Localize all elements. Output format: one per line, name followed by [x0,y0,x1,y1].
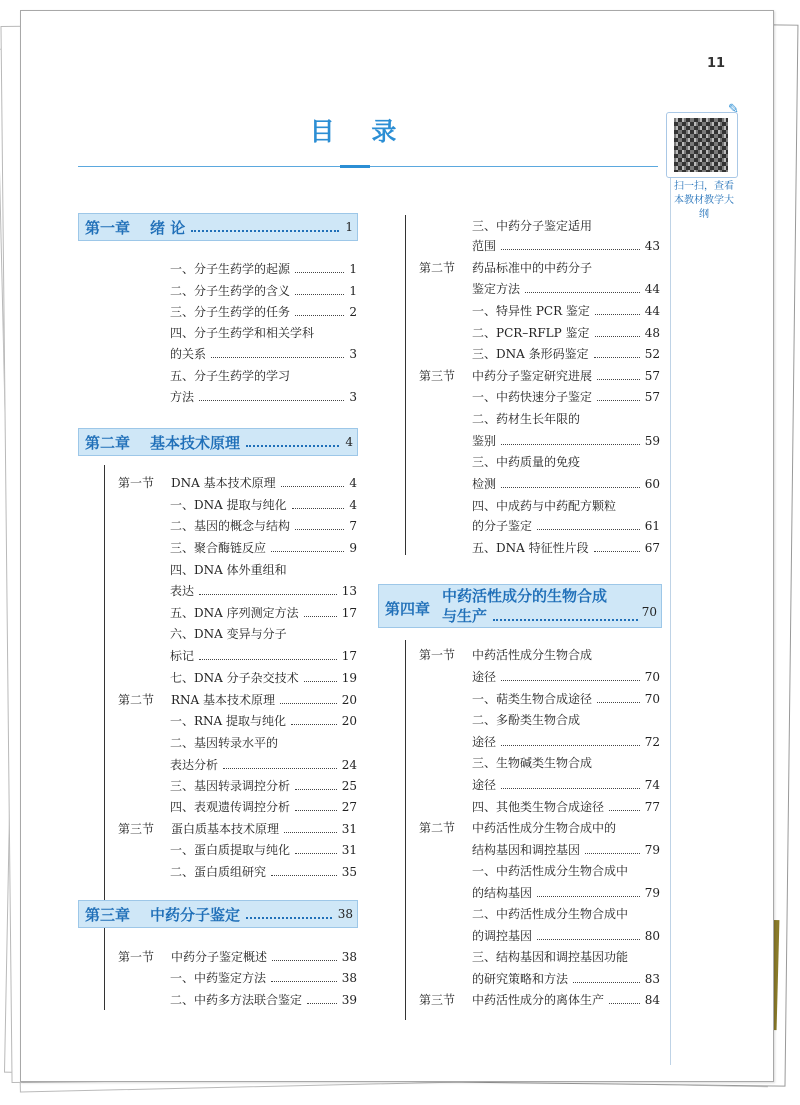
entry-text: 二、中药活性成分生物合成中 [472,907,629,921]
entry-text: 标记 [170,649,195,663]
dot-leader [292,508,345,509]
page-ref: 25 [341,779,357,793]
dot-leader [281,486,345,487]
section-entry[interactable] [419,818,660,838]
toc-entry-continued[interactable] [472,732,660,752]
dot-leader [501,487,640,488]
entry-text: 一、特异性 PCR 鉴定 [472,304,590,318]
entry-text: 二、中药多方法联合鉴定 [170,993,303,1007]
entry-text: 五、DNA 序列测定方法 [170,606,299,620]
entry-text: 表达 [170,584,195,598]
chapter-number: 第三章 [85,905,131,924]
entry-text: 一、分子生药学的起源 [170,262,291,276]
entry-text: 方法 [170,390,195,404]
page-ref: 84 [644,993,660,1007]
chapter-title-text: 中药活性成分的生物合成 [442,587,608,605]
page-ref: 79 [644,843,660,857]
dot-leader [493,619,638,621]
page-ref: 83 [644,972,660,986]
page-ref: 77 [644,800,660,814]
chapter-title: 中药分子鉴定 [150,905,241,924]
page-ref: 31 [341,822,357,836]
toc-entry-continued[interactable] [472,775,660,795]
toc-entry[interactable] [472,861,660,881]
page-ref: 19 [341,671,357,685]
chapter-heading[interactable] [78,428,358,456]
dot-leader [295,294,344,295]
toc-entry[interactable] [170,366,357,386]
chapter-number: 第二章 [85,433,131,452]
toc-entry[interactable] [170,302,357,322]
dot-leader [223,768,337,769]
entry-text: 蛋白质基本技术原理 [171,822,280,836]
toc-entry-continued[interactable] [170,646,357,666]
entry-text: 一、RNA 提取与纯化 [170,714,287,728]
chapter-title: 绪 论 [150,218,186,237]
page-ref: 44 [644,282,660,296]
toc-entry[interactable] [170,281,357,301]
entry-text: 二、蛋白质组研究 [170,865,267,879]
toc-entry[interactable] [170,624,357,644]
chapter-heading[interactable] [378,584,662,628]
entry-text: RNA 基本技术原理 [171,693,276,707]
page-ref: 70 [641,605,657,619]
toc-entry[interactable] [472,947,660,967]
dot-leader [295,529,344,530]
dot-leader [597,379,640,380]
page-ref: 60 [644,477,660,491]
page-ref: 70 [644,670,660,684]
toc-entry[interactable] [170,323,357,343]
entry-text: 三、中药分子鉴定适用 [472,219,593,233]
dot-leader [594,551,640,552]
toc-entry[interactable] [472,797,660,817]
toc-entry-continued[interactable] [472,667,660,687]
entry-text: 一、中药快速分子鉴定 [472,390,593,404]
margin-divider [670,130,671,1065]
section-entry[interactable] [419,258,660,278]
page-ref: 38 [341,950,357,964]
chapter-heading[interactable] [78,900,358,928]
entry-text: 三、结构基因和调控基因功能 [472,950,629,964]
page-ref: 31 [341,843,357,857]
entry-text: 一、蛋白质提取与纯化 [170,843,291,857]
page-ref: 48 [644,326,660,340]
dot-leader [295,315,344,316]
toc-entry[interactable] [472,216,660,236]
page-ref: 17 [341,649,357,663]
section-number: 第一节 [118,950,155,964]
dot-leader [537,529,640,530]
toc-entry-continued[interactable] [472,969,660,989]
page-ref: 38 [341,971,357,985]
toc-entry-continued[interactable] [472,236,660,256]
page-ref: 44 [644,304,660,318]
page-ref: 27 [341,800,357,814]
chapter-title-text: 与生产 [442,607,488,625]
section-entry[interactable] [118,473,357,493]
page-ref: 39 [341,993,357,1007]
toc-entry[interactable] [170,840,357,860]
dot-leader [501,444,640,445]
entry-text: 检测 [472,477,497,491]
dot-leader [537,896,640,897]
toc-entry[interactable] [472,301,660,321]
page-ref: 57 [644,390,660,404]
toc-entry[interactable] [170,560,357,580]
section-entry[interactable] [419,366,660,386]
column-rule [104,465,105,1010]
page-ref: 57 [644,369,660,383]
entry-text: 途径 [472,670,497,684]
entry-text: 的结构基因 [472,886,533,900]
dot-leader [295,810,337,811]
dot-leader [573,982,640,983]
entry-text: 三、分子生药学的任务 [170,305,291,319]
toc-entry[interactable] [472,689,660,709]
toc-entry[interactable] [472,387,660,407]
entry-text: 途径 [472,778,497,792]
dot-leader [501,680,640,681]
page-ref: 20 [341,693,357,707]
page-ref: 3 [349,347,357,361]
toc-entry[interactable] [170,968,357,988]
page-ref: 1 [349,284,357,298]
page-ref: 80 [644,929,660,943]
toc-entry[interactable] [472,452,660,472]
entry-text: 鉴别 [472,434,497,448]
section-entry[interactable] [118,819,357,839]
toc-entry-continued[interactable] [472,926,660,946]
dot-leader [304,616,337,617]
page-ref: 38 [337,907,353,921]
toc-entry[interactable] [472,538,660,558]
section-number: 第三节 [419,369,456,383]
dot-leader [191,230,339,232]
dot-leader [525,292,640,293]
dot-leader [501,788,640,789]
toc-entry[interactable] [472,323,660,343]
dot-leader [284,832,337,833]
dot-leader [271,875,337,876]
column-rule [405,215,406,555]
title-accent [340,165,370,168]
chapter-title-line [442,606,642,626]
dot-leader [585,853,640,854]
entry-text: 三、生物碱类生物合成 [472,756,593,770]
entry-text: 六、DNA 变异与分子 [170,627,287,641]
page-ref: 67 [644,541,660,555]
entry-text: 三、DNA 条形码鉴定 [472,347,589,361]
toc-entry[interactable] [472,344,660,364]
page-ref: 70 [644,692,660,706]
column-rule [405,640,406,1020]
page-ref: 74 [644,778,660,792]
toc-entry[interactable] [170,495,357,515]
dot-leader [597,400,640,401]
page-ref: 4 [345,435,353,449]
entry-text: 二、PCR–RFLP 鉴定 [472,326,590,340]
toc-entry[interactable] [170,733,357,753]
entry-text: 二、基因转录水平的 [170,736,279,750]
chapter-title-line [442,586,642,606]
chapter-title: 基本技术原理 [150,433,241,452]
entry-text: 二、多酚类生物合成 [472,713,581,727]
page-number: 11 [707,56,726,71]
toc-entry[interactable] [472,496,660,516]
toc-entry[interactable] [472,710,660,730]
entry-text: 二、药材生长年限的 [472,412,581,426]
page-ref: 1 [345,220,353,234]
dot-leader [597,702,640,703]
toc-entry[interactable] [170,668,357,688]
dot-leader [595,336,640,337]
section-entry[interactable] [419,645,660,665]
page-ref: 43 [644,239,660,253]
page-ref: 79 [644,886,660,900]
entry-text: 药品标准中的中药分子 [472,261,593,275]
entry-text: 一、中药鉴定方法 [170,971,267,985]
toc-entry[interactable] [170,538,357,558]
toc-entry[interactable] [170,862,357,882]
page-ref: 61 [644,519,660,533]
entry-text: 四、DNA 体外重组和 [170,563,287,577]
toc-entry[interactable] [472,753,660,773]
pencil-icon: ✎ [728,102,739,117]
entry-text: 的关系 [170,347,207,361]
page-ref: 13 [341,584,357,598]
section-number: 第一节 [118,476,155,490]
dot-leader [609,1003,640,1004]
section-number: 第三节 [419,993,456,1007]
toc-entry[interactable] [170,990,357,1010]
dot-leader [594,357,640,358]
dot-leader [609,810,640,811]
toc-entry[interactable] [170,603,357,623]
entry-text: 中药分子鉴定研究进展 [472,369,593,383]
entry-text: 一、DNA 提取与纯化 [170,498,287,512]
toc-entry-continued[interactable] [170,581,357,601]
entry-text: 范围 [472,239,497,253]
chapter-heading[interactable] [78,213,358,241]
entry-text: 途径 [472,735,497,749]
page-ref: 72 [644,735,660,749]
dot-leader [246,917,332,919]
toc-entry-continued[interactable] [472,516,660,536]
toc-entry-continued[interactable] [472,883,660,903]
dot-leader [199,594,337,595]
entry-text: 的分子鉴定 [472,519,533,533]
toc-entry[interactable] [170,711,357,731]
toc-entry-continued[interactable] [472,279,660,299]
entry-text: 四、分子生药学和相关学科 [170,326,315,340]
entry-text: 的研究策略和方法 [472,972,569,986]
entry-text: 四、表观遗传调控分析 [170,800,291,814]
dot-leader [295,789,337,790]
toc-entry[interactable] [472,904,660,924]
entry-text: 结构基因和调控基因 [472,843,581,857]
dot-leader [304,681,337,682]
page-ref: 9 [349,541,357,555]
dot-leader [537,939,640,940]
entry-text: 五、分子生药学的学习 [170,369,291,383]
entry-text: DNA 基本技术原理 [171,476,276,490]
page-ref: 17 [341,606,357,620]
chapter-title [442,586,642,626]
entry-text: 三、中药质量的免疫 [472,455,581,469]
entry-text: 五、DNA 特征性片段 [472,541,589,555]
entry-text: 中药活性成分生物合成 [472,648,593,662]
entry-text: 鉴定方法 [472,282,521,296]
page-ref: 20 [341,714,357,728]
dot-leader [595,314,640,315]
toc-entry-continued[interactable] [472,840,660,860]
chapter-number: 第一章 [85,218,131,237]
entry-text: 一、萜类生物合成途径 [472,692,593,706]
page-ref: 24 [341,758,357,772]
entry-text: 二、分子生药学的含义 [170,284,291,298]
toc-entry-continued[interactable] [170,344,357,364]
page-ref: 2 [349,305,357,319]
dot-leader [295,853,337,854]
toc-entry[interactable] [170,516,357,536]
toc-entry[interactable] [170,797,357,817]
toc-entry[interactable] [472,409,660,429]
entry-text: 三、聚合酶链反应 [170,541,267,555]
qr-code-icon[interactable] [674,118,728,172]
entry-text: 中药活性成分的离体生产 [472,993,605,1007]
page-ref: 3 [349,390,357,404]
toc-entry[interactable] [170,259,357,279]
entry-text: 四、其他类生物合成途径 [472,800,605,814]
dot-leader [271,981,337,982]
dot-leader [501,745,640,746]
toc-entry-continued[interactable] [170,755,357,775]
page-title: 目 录 [309,117,411,146]
dot-leader [295,272,344,273]
section-number: 第二节 [419,821,456,835]
section-entry[interactable] [118,690,357,710]
toc-entry[interactable] [170,776,357,796]
section-entry[interactable] [419,990,660,1010]
dot-leader [199,400,344,401]
toc-entry-continued[interactable] [472,431,660,451]
page-ref: 59 [644,434,660,448]
page-ref: 4 [349,498,357,512]
page-ref: 4 [349,476,357,490]
dot-leader [272,960,337,961]
section-number: 第一节 [419,648,456,662]
entry-text: 四、中成药与中药配方颗粒 [472,499,617,513]
page-ref: 7 [349,519,357,533]
qr-note: 扫一扫，查看本教材教学大纲 [674,181,734,220]
dot-leader [501,249,640,250]
page-ref: 1 [349,262,357,276]
toc-entry-continued[interactable] [472,474,660,494]
section-number: 第二节 [118,693,155,707]
entry-text: 表达分析 [170,758,219,772]
page-ref: 35 [341,865,357,879]
section-entry[interactable] [118,947,357,967]
entry-text: 三、基因转录调控分析 [170,779,291,793]
entry-text: 七、DNA 分子杂交技术 [170,671,299,685]
entry-text: 的调控基因 [472,929,533,943]
toc-entry-continued[interactable] [170,387,357,407]
entry-text: 中药活性成分生物合成中的 [472,821,617,835]
entry-text: 二、基因的概念与结构 [170,519,291,533]
entry-text: 中药分子鉴定概述 [171,950,268,964]
dot-leader [271,551,344,552]
dot-leader [211,357,344,358]
dot-leader [199,659,337,660]
dot-leader [307,1003,337,1004]
chapter-number: 第四章 [385,600,431,618]
page-ref: 52 [644,347,660,361]
section-number: 第三节 [118,822,155,836]
entry-text: 一、中药活性成分生物合成中 [472,864,629,878]
dot-leader [280,703,337,704]
dot-leader [291,724,337,725]
dot-leader [246,445,339,447]
section-number: 第二节 [419,261,456,275]
